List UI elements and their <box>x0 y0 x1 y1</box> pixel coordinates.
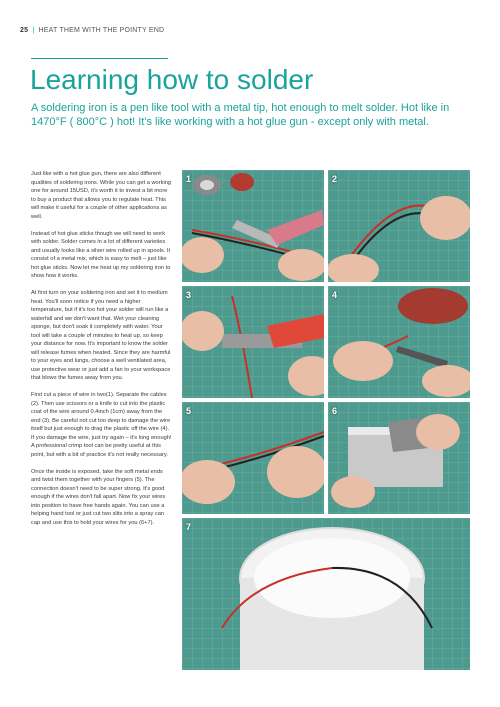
body-paragraph-1: Just like with a hot glue gun, there are also different qualities of soldering irons. While you can get a working one for around 15USD, it's worth it to invest a bit more to buy a product that allows you to regulate heat. This will make it useful for a couple of other applications as well. <box>31 171 172 220</box>
body-paragraph-3: At first turn on your soldering iron and set it to medium heat. You'll soon notice if you need a higher temperature, but if it's too hot your solder will run like a waterfall and we don't want that. Wet your cleaning sponge, but don't soak it completely with water. Your tool will take a couple of minutes to heat up, so keep your distance for now. It's important to know the solder will release fumes when heated. Since they are harmful to your eyes and lungs, choose a well ventilated area, use protective wear or just add a fan to your workspace that blows the fumes away from you. <box>31 290 171 381</box>
title-rule <box>31 58 168 59</box>
photo-step-7 <box>182 518 470 670</box>
photo-label-7: 7 <box>186 522 192 532</box>
photo-step-4 <box>328 286 470 398</box>
photo-label-6: 6 <box>332 406 338 416</box>
photo-label-4: 4 <box>332 290 338 300</box>
photo-step-5 <box>182 402 324 514</box>
intro-paragraph: A soldering iron is a pen like tool with a metal tip, hot enough to melt solder. Hot like in 1470°F ( 800°C ) hot! It's like working with a hot glue gun - except only with metal. <box>31 102 450 128</box>
header-separator: | <box>32 27 35 34</box>
running-header <box>20 27 164 34</box>
photo-step-1 <box>182 170 324 282</box>
page-number: 25 <box>20 27 29 34</box>
photo-step-2 <box>328 170 470 282</box>
body-paragraph-4: First cut a piece of wire in two(1). Separate the cables (2). Then use scissors or a knife to cut into the plastic coat of the wire around 0.4inch (1cm) away from the end (3). Be careful not cut too deep to damage the wire itself but just enough to drag the plastic off the wire (4). If you damage the wire, just try again – it's long enough! A professional crimp tool can be pretty useful at this point, but with a bit of practice it's not really necessary. <box>31 392 172 458</box>
photo-label-2: 2 <box>332 174 338 184</box>
photo-label-5: 5 <box>186 406 192 416</box>
photo-step-3 <box>182 286 324 398</box>
section-title: HEAT THEM WITH THE POINTY END <box>38 27 165 34</box>
body-paragraph-5: Once the inside is exposed, take the soft metal ends and twist them together with your fingers (5). The connection doesn't need to be super strong. It's good enough if the wires don't fall apart. Now fix your wires into position to have free hands again. You can use a helping hand tool or just cut two slits into a spray can cap and use this to hold your wires for you (6+7). <box>31 468 166 526</box>
photo-step-6 <box>328 402 470 514</box>
body-text-column <box>31 170 173 536</box>
page-title: Learning how to solder <box>30 64 314 95</box>
photo-label-1: 1 <box>186 174 192 184</box>
body-paragraph-2: Instead of hot glue sticks though we will need to work with solder. Solder comes in a lot of different varieties and usually looks like a silver wire rolled up in spools. It consist of a metal mix, which is easy to melt – just like hot glue sticks. Now let me heat up my soldering iron to show how it works. <box>31 230 171 279</box>
photo-grid <box>182 170 470 670</box>
photo-label-3: 3 <box>186 290 192 300</box>
